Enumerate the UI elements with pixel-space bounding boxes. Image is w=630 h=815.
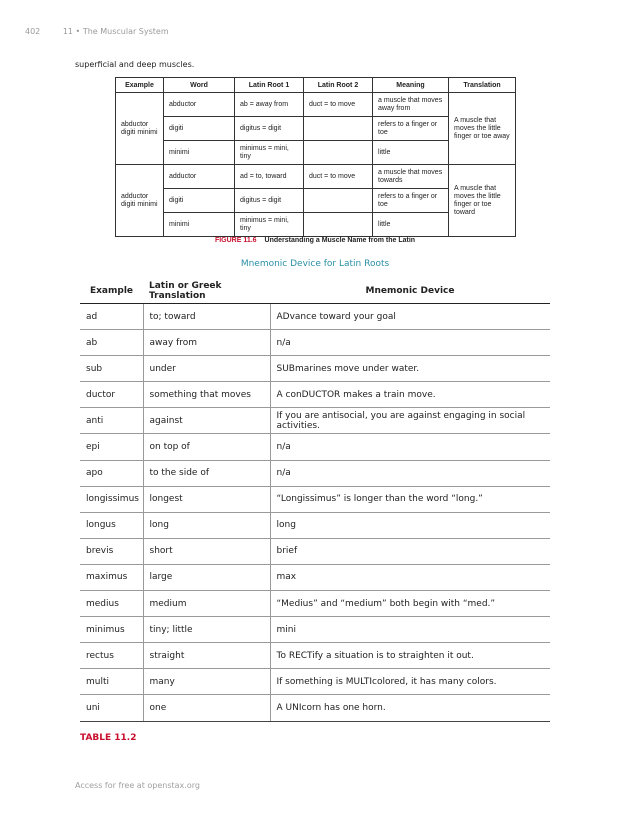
figure-header-cell: Latin Root 2 xyxy=(304,78,373,93)
figure-table xyxy=(115,77,516,237)
table-row xyxy=(80,434,550,460)
table-cell: brevis xyxy=(80,538,143,564)
figure-cell: little xyxy=(373,213,449,237)
table-cell: maximus xyxy=(80,564,143,590)
table-row xyxy=(80,538,550,564)
figure-caption-label: FIGURE 11.6 xyxy=(214,237,257,244)
figure-header-cell: Example xyxy=(116,78,164,93)
table-title: Mnemonic Device for Latin Roots xyxy=(240,259,390,269)
figure-row xyxy=(116,93,516,117)
figure-row xyxy=(116,165,516,189)
table-cell: rectus xyxy=(80,643,143,669)
mnemonic-header-row xyxy=(80,279,550,304)
table-cell: short xyxy=(143,538,270,564)
table-row xyxy=(80,408,550,434)
table-cell: To RECTify a situation is to straighten it out. xyxy=(270,643,550,669)
table-cell: uni xyxy=(80,695,143,721)
figure-caption-text: Understanding a Muscle Name from the Latin xyxy=(264,237,416,244)
table-cell: “Medius” and “medium” both begin with “med.” xyxy=(270,591,550,617)
figure-caption xyxy=(0,237,630,244)
figure-header-row xyxy=(116,78,516,93)
table-cell: tiny; little xyxy=(143,617,270,643)
page-header xyxy=(25,27,169,36)
table-cell: longus xyxy=(80,512,143,538)
figure-cell: adductor xyxy=(164,165,235,189)
table-cell: A conDUCTOR makes a train move. xyxy=(270,382,550,408)
figure-translation-cell: A muscle that moves the little finger or toe toward xyxy=(449,165,516,237)
table-row xyxy=(80,382,550,408)
mnemonic-header-cell: Mnemonic Device xyxy=(270,279,550,304)
table-cell: to; toward xyxy=(143,304,270,330)
figure-cell xyxy=(304,141,373,165)
table-cell: large xyxy=(143,564,270,590)
mnemonic-table xyxy=(80,279,550,722)
figure-cell xyxy=(304,213,373,237)
table-cell: n/a xyxy=(270,330,550,356)
table-row xyxy=(80,669,550,695)
mnemonic-header-cell: Example xyxy=(80,279,143,304)
table-cell: SUBmarines move under water. xyxy=(270,356,550,382)
table-row xyxy=(80,695,550,721)
figure-cell: duct = to move xyxy=(304,93,373,117)
table-row xyxy=(80,356,550,382)
figure-cell: little xyxy=(373,141,449,165)
mnemonic-header-cell: Latin or Greek Translation xyxy=(143,279,270,304)
figure-cell xyxy=(304,117,373,141)
table-cell: long xyxy=(270,512,550,538)
table-cell: longissimus xyxy=(80,486,143,512)
table-cell: to the side of xyxy=(143,460,270,486)
page-number: 402 xyxy=(25,27,41,36)
table-cell: many xyxy=(143,669,270,695)
table-cell: brief xyxy=(270,538,550,564)
figure-example-cell: adductor digiti minimi xyxy=(116,165,164,237)
figure-cell: digiti xyxy=(164,189,235,213)
table-cell: If something is MULTIcolored, it has many colors. xyxy=(270,669,550,695)
table-cell: apo xyxy=(80,460,143,486)
table-cell: straight xyxy=(143,643,270,669)
table-row xyxy=(80,617,550,643)
table-cell: If you are antisocial, you are against engaging in social activities. xyxy=(270,408,550,434)
figure-cell: ad = to, toward xyxy=(235,165,304,189)
table-cell: max xyxy=(270,564,550,590)
table-cell: under xyxy=(143,356,270,382)
figure-cell: a muscle that moves away from xyxy=(373,93,449,117)
figure-cell: digitus = digit xyxy=(235,189,304,213)
table-cell: longest xyxy=(143,486,270,512)
figure-translation-cell: A muscle that moves the little finger or toe away xyxy=(449,93,516,165)
table-cell: against xyxy=(143,408,270,434)
table-row xyxy=(80,460,550,486)
figure-header-cell: Word xyxy=(164,78,235,93)
figure-cell: abductor xyxy=(164,93,235,117)
table-row xyxy=(80,643,550,669)
table-cell: n/a xyxy=(270,460,550,486)
table-cell: n/a xyxy=(270,434,550,460)
page-footer: Access for free at openstax.org xyxy=(75,781,200,790)
intro-text: superficial and deep muscles. xyxy=(75,60,195,69)
table-cell: something that moves xyxy=(143,382,270,408)
figure-cell: digitus = digit xyxy=(235,117,304,141)
table-row xyxy=(80,591,550,617)
table-cell: ductor xyxy=(80,382,143,408)
table-cell: “Longissimus” is longer than the word “long.” xyxy=(270,486,550,512)
table-cell: medium xyxy=(143,591,270,617)
table-cell: minimus xyxy=(80,617,143,643)
table-cell: medius xyxy=(80,591,143,617)
figure-cell: minimi xyxy=(164,141,235,165)
table-cell: on top of xyxy=(143,434,270,460)
table-cell: ab xyxy=(80,330,143,356)
mnemonic-body xyxy=(80,304,550,722)
figure-cell: a muscle that moves towards xyxy=(373,165,449,189)
figure-example-cell: abductor digiti minimi xyxy=(116,93,164,165)
figure-cell xyxy=(304,189,373,213)
table-row xyxy=(80,512,550,538)
table-cell: ad xyxy=(80,304,143,330)
figure-cell: minimi xyxy=(164,213,235,237)
figure-header-cell: Meaning xyxy=(373,78,449,93)
table-cell: ADvance toward your goal xyxy=(270,304,550,330)
table-row xyxy=(80,486,550,512)
figure-cell: ab = away from xyxy=(235,93,304,117)
table-label: TABLE 11.2 xyxy=(80,733,137,743)
figure-body xyxy=(116,93,516,237)
figure-header-cell: Translation xyxy=(449,78,516,93)
figure-header-cell: Latin Root 1 xyxy=(235,78,304,93)
table-row xyxy=(80,564,550,590)
figure-cell: digiti xyxy=(164,117,235,141)
table-cell: one xyxy=(143,695,270,721)
figure-cell: minimus = mini, tiny xyxy=(235,141,304,165)
table-cell: epi xyxy=(80,434,143,460)
table-cell: sub xyxy=(80,356,143,382)
figure-cell: minimus = mini, tiny xyxy=(235,213,304,237)
figure-cell: refers to a finger or toe xyxy=(373,117,449,141)
table-cell: long xyxy=(143,512,270,538)
chapter-title: 11 • The Muscular System xyxy=(62,27,169,36)
table-cell: mini xyxy=(270,617,550,643)
table-row xyxy=(80,330,550,356)
figure-cell: refers to a finger or toe xyxy=(373,189,449,213)
table-row xyxy=(80,304,550,330)
table-cell: A UNIcorn has one horn. xyxy=(270,695,550,721)
table-cell: multi xyxy=(80,669,143,695)
table-cell: away from xyxy=(143,330,270,356)
figure-cell: duct = to move xyxy=(304,165,373,189)
table-cell: anti xyxy=(80,408,143,434)
